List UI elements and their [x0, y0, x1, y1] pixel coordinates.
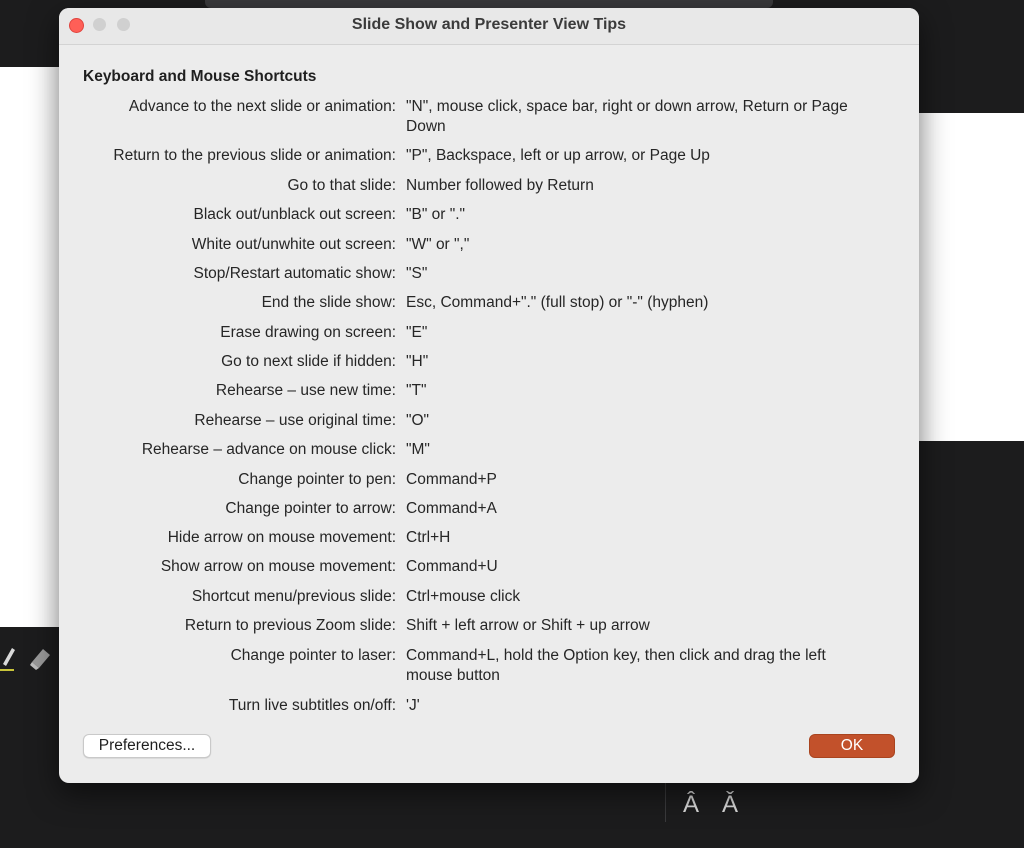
shortcut-label: Erase drawing on screen: — [220, 324, 396, 341]
shortcut-value: "E" — [406, 324, 428, 341]
ok-button[interactable]: OK — [809, 734, 895, 758]
shortcut-value: Ctrl+H — [406, 529, 451, 546]
shortcut-value: "M" — [406, 441, 430, 458]
shortcut-value: Number followed by Return — [406, 177, 594, 194]
pen-icon[interactable] — [0, 642, 16, 668]
shortcut-label: Go to next slide if hidden: — [221, 353, 396, 370]
shortcut-label: Return to previous Zoom slide: — [184, 617, 396, 634]
shortcut-value: Command+A — [406, 500, 497, 517]
shortcut-label: Go to that slide: — [287, 177, 396, 194]
minimize-icon — [93, 18, 106, 31]
shortcut-label: Stop/Restart automatic show: — [193, 265, 396, 282]
background-toolbar — [205, 0, 773, 8]
toolbar-divider — [665, 780, 666, 822]
shortcut-label: Change pointer to laser: — [230, 647, 396, 664]
shortcut-label: Change pointer to arrow: — [225, 500, 396, 517]
titlebar — [59, 8, 919, 45]
shortcut-value: Command+L, hold the Option key, then click and drag the left mouse button — [406, 647, 826, 684]
font-size-decrease-icon[interactable]: Ǎ — [722, 791, 739, 818]
slide-preview-next — [910, 113, 1024, 441]
shortcut-value: Ctrl+mouse click — [406, 588, 521, 605]
shortcut-label: Black out/unblack out screen: — [193, 206, 396, 223]
shortcut-value: "W" or "," — [406, 236, 470, 253]
shortcut-label: Rehearse – use original time: — [194, 412, 396, 429]
shortcut-value: Command+P — [406, 471, 497, 488]
shortcut-value: "S" — [406, 265, 428, 282]
preferences-button[interactable]: Preferences... — [83, 734, 211, 758]
shortcut-value: "N", mouse click, space bar, right or down arrow, Return or Page Down — [406, 98, 848, 135]
window-title: Slide Show and Presenter View Tips — [351, 16, 627, 33]
shortcut-label: White out/unwhite out screen: — [191, 236, 396, 253]
shortcut-label: Turn live subtitles on/off: — [228, 697, 396, 714]
zoom-icon — [117, 18, 130, 31]
shortcut-label: Return to the previous slide or animation: — [113, 147, 396, 164]
shortcut-label: Shortcut menu/previous slide: — [191, 588, 396, 605]
shortcut-value: Command+U — [406, 558, 498, 575]
shortcut-label: Rehearse – advance on mouse click: — [141, 441, 396, 458]
shortcut-value: Shift + left arrow or Shift + up arrow — [406, 617, 650, 634]
shortcut-value: "T" — [406, 382, 427, 399]
shortcut-value: "B" or "." — [406, 206, 466, 223]
shortcut-label: Show arrow on mouse movement: — [160, 558, 396, 575]
shortcut-label: Rehearse – use new time: — [215, 382, 396, 399]
pen-selected-indicator — [0, 669, 14, 671]
shortcut-value: 'J' — [406, 697, 420, 714]
section-heading: Keyboard and Mouse Shortcuts — [83, 68, 317, 85]
shortcut-value: "P", Backspace, left or up arrow, or Page Up — [406, 147, 710, 164]
shortcut-label: End the slide show: — [261, 294, 396, 311]
shortcut-value: Esc, Command+"." (full stop) or "-" (hyphen) — [406, 294, 709, 311]
shortcut-label: Hide arrow on mouse movement: — [167, 529, 396, 546]
font-size-increase-icon[interactable]: Â — [683, 791, 700, 818]
shortcut-label: Change pointer to pen: — [238, 471, 396, 488]
eraser-icon[interactable] — [28, 644, 54, 672]
tips-dialog — [59, 8, 919, 783]
shortcut-label: Advance to the next slide or animation: — [128, 98, 396, 115]
close-icon[interactable] — [69, 18, 84, 33]
shortcut-value: "H" — [406, 353, 429, 370]
shortcut-value: "O" — [406, 412, 430, 429]
